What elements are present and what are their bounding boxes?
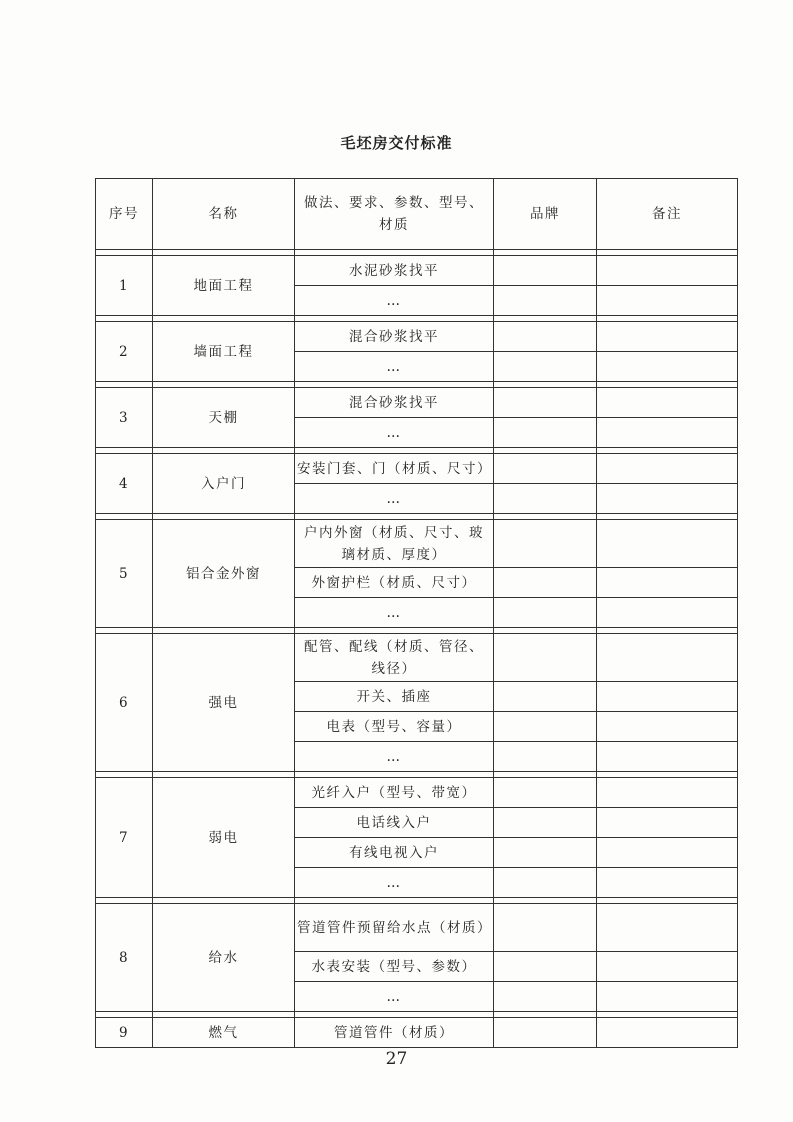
seq-cell: 4 — [96, 454, 153, 514]
brand-cell — [494, 484, 597, 514]
note-cell — [597, 352, 738, 382]
delivery-standard-table — [95, 178, 738, 1048]
name-cell: 弱电 — [153, 778, 295, 898]
table-row — [96, 322, 738, 352]
name-cell: 给水 — [153, 904, 295, 1012]
name-cell: 强电 — [153, 634, 295, 772]
header-brand: 品牌 — [494, 179, 597, 250]
method-cell: … — [295, 742, 494, 772]
note-cell — [597, 868, 738, 898]
brand-cell — [494, 352, 597, 382]
method-cell: … — [295, 868, 494, 898]
note-cell — [597, 778, 738, 808]
brand-cell — [494, 868, 597, 898]
name-cell: 地面工程 — [153, 256, 295, 316]
method-cell: 混合砂浆找平 — [295, 388, 494, 418]
method-cell: 外窗护栏（材质、尺寸） — [295, 568, 494, 598]
note-cell — [597, 742, 738, 772]
brand-cell — [494, 982, 597, 1012]
note-cell — [597, 568, 738, 598]
table-row — [96, 778, 738, 808]
note-cell — [597, 904, 738, 952]
method-cell: 管道管件（材质） — [295, 1018, 494, 1048]
note-cell — [597, 1018, 738, 1048]
header-name: 名称 — [153, 179, 295, 250]
method-cell: … — [295, 598, 494, 628]
brand-cell — [494, 682, 597, 712]
header-method: 做法、要求、参数、型号、材质 — [295, 179, 494, 250]
seq-cell: 6 — [96, 634, 153, 772]
brand-cell — [494, 520, 597, 568]
brand-cell — [494, 712, 597, 742]
note-cell — [597, 520, 738, 568]
method-cell: … — [295, 352, 494, 382]
method-cell: 水泥砂浆找平 — [295, 256, 494, 286]
method-cell: 水表安装（型号、参数） — [295, 952, 494, 982]
brand-cell — [494, 838, 597, 868]
note-cell — [597, 484, 738, 514]
document-title: 毛坯房交付标准 — [340, 134, 453, 152]
brand-cell — [494, 418, 597, 448]
method-cell: 配管、配线（材质、管径、线径） — [295, 634, 494, 682]
table-row — [96, 1018, 738, 1048]
brand-cell — [494, 256, 597, 286]
seq-cell: 5 — [96, 520, 153, 628]
brand-cell — [494, 1018, 597, 1048]
brand-cell — [494, 634, 597, 682]
method-cell: 安装门套、门（材质、尺寸） — [295, 454, 494, 484]
brand-cell — [494, 598, 597, 628]
table-row — [96, 634, 738, 682]
brand-cell — [494, 322, 597, 352]
note-cell — [597, 454, 738, 484]
brand-cell — [494, 286, 597, 316]
brand-cell — [494, 568, 597, 598]
method-cell: … — [295, 418, 494, 448]
brand-cell — [494, 742, 597, 772]
seq-cell: 7 — [96, 778, 153, 898]
brand-cell — [494, 904, 597, 952]
method-cell: 开关、插座 — [295, 682, 494, 712]
header-seq: 序号 — [96, 179, 153, 250]
header-note: 备注 — [597, 179, 738, 250]
method-cell: … — [295, 484, 494, 514]
seq-cell: 2 — [96, 322, 153, 382]
note-cell — [597, 952, 738, 982]
name-cell: 天棚 — [153, 388, 295, 448]
note-cell — [597, 598, 738, 628]
brand-cell — [494, 778, 597, 808]
method-cell: 电话线入户 — [295, 808, 494, 838]
table-row — [96, 388, 738, 418]
header-row — [96, 179, 738, 250]
seq-cell: 8 — [96, 904, 153, 1012]
table-row — [96, 256, 738, 286]
method-cell: 户内外窗（材质、尺寸、玻璃材质、厚度） — [295, 520, 494, 568]
name-cell: 墙面工程 — [153, 322, 295, 382]
method-cell: 混合砂浆找平 — [295, 322, 494, 352]
table-row — [96, 520, 738, 568]
note-cell — [597, 418, 738, 448]
name-cell: 入户门 — [153, 454, 295, 514]
method-cell: 有线电视入户 — [295, 838, 494, 868]
seq-cell: 9 — [96, 1018, 153, 1048]
seq-cell: 1 — [96, 256, 153, 316]
brand-cell — [494, 952, 597, 982]
table-row — [96, 454, 738, 484]
method-cell: 管道管件预留给水点（材质） — [295, 904, 494, 952]
brand-cell — [494, 388, 597, 418]
note-cell — [597, 682, 738, 712]
note-cell — [597, 808, 738, 838]
brand-cell — [494, 454, 597, 484]
method-cell: 电表（型号、容量） — [295, 712, 494, 742]
note-cell — [597, 388, 738, 418]
name-cell: 燃气 — [153, 1018, 295, 1048]
method-cell: … — [295, 286, 494, 316]
brand-cell — [494, 808, 597, 838]
note-cell — [597, 982, 738, 1012]
method-cell: … — [295, 982, 494, 1012]
method-cell: 光纤入户（型号、带宽） — [295, 778, 494, 808]
note-cell — [597, 286, 738, 316]
note-cell — [597, 322, 738, 352]
page-number: 27 — [385, 1049, 408, 1069]
note-cell — [597, 712, 738, 742]
seq-cell: 3 — [96, 388, 153, 448]
note-cell — [597, 838, 738, 868]
name-cell: 铝合金外窗 — [153, 520, 295, 628]
note-cell — [597, 256, 738, 286]
table-row — [96, 904, 738, 952]
note-cell — [597, 634, 738, 682]
